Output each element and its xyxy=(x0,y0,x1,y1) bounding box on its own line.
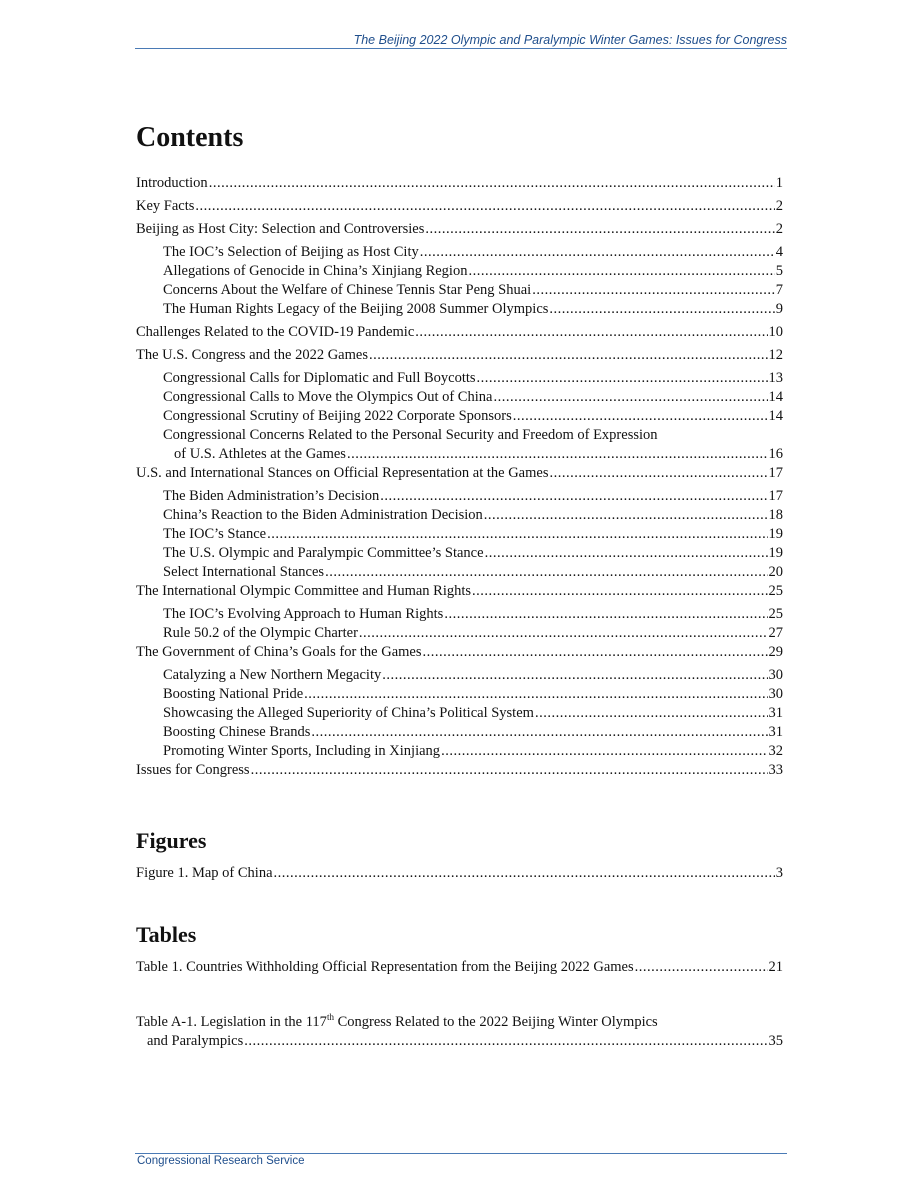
toc-entry[interactable]: Congressional Calls to Move the Olympics Out of China ..... 14 xyxy=(163,388,783,407)
toc-entry[interactable]: Key Facts ..... 2 xyxy=(136,197,783,216)
toc-entry[interactable]: U.S. and International Stances on Official Representation at the Games ..... 17 xyxy=(136,464,783,483)
figure-entry[interactable]: Figure 1. Map of China ..... 3 xyxy=(136,864,783,883)
toc-entry[interactable]: The IOC’s Evolving Approach to Human Rights ..... 25 xyxy=(163,605,783,624)
toc-entry[interactable]: The Government of China’s Goals for the Games ..... 29 xyxy=(136,643,783,662)
table-entry[interactable]: Table 1. Countries Withholding Official Representation from the Beijing 2022 Games ..... 21 xyxy=(136,958,783,977)
toc-entry[interactable]: Issues for Congress ..... 33 xyxy=(136,761,783,780)
toc-entry[interactable]: China’s Reaction to the Biden Administration Decision ..... 18 xyxy=(163,506,783,525)
header-rule xyxy=(135,48,787,49)
footer-rule xyxy=(135,1153,787,1154)
toc-entry[interactable]: Boosting Chinese Brands ..... 31 xyxy=(163,723,783,742)
toc-entry[interactable]: The IOC’s Selection of Beijing as Host City ..... 4 xyxy=(163,243,783,262)
toc-entry[interactable]: Promoting Winter Sports, Including in Xinjiang ..... 32 xyxy=(163,742,783,761)
toc-entry[interactable]: Congressional Calls for Diplomatic and Full Boycotts ..... 13 xyxy=(163,369,783,388)
toc-entry[interactable]: Beijing as Host City: Selection and Controversies ..... 2 xyxy=(136,220,783,239)
tables-heading: Tables xyxy=(136,922,197,947)
tables-list xyxy=(136,958,783,977)
toc-entry[interactable]: Congressional Scrutiny of Beijing 2022 Corporate Sponsors ..... 14 xyxy=(163,407,783,426)
toc-entry[interactable]: The U.S. Olympic and Paralympic Committee’s Stance ..... 19 xyxy=(163,544,783,563)
toc-entry[interactable]: The International Olympic Committee and Human Rights ..... 25 xyxy=(136,582,783,601)
toc-entry[interactable]: Boosting National Pride ..... 30 xyxy=(163,685,783,704)
toc-entry[interactable]: The U.S. Congress and the 2022 Games ..... 12 xyxy=(136,346,783,365)
toc-entry[interactable]: The Biden Administration’s Decision ..... 17 xyxy=(163,487,783,506)
table-entry[interactable]: Table A-1. Legislation in the 117th Congress Related to the 2022 Beijing Winter Olympics and Paralympics ..... 35 xyxy=(136,1013,783,1051)
toc-entry[interactable]: Catalyzing a New Northern Megacity ..... 30 xyxy=(163,666,783,685)
toc-entry[interactable]: Rule 50.2 of the Olympic Charter ..... 27 xyxy=(163,624,783,643)
toc-entry[interactable]: Concerns About the Welfare of Chinese Tennis Star Peng Shuai ..... 7 xyxy=(163,281,783,300)
figures-heading: Figures xyxy=(136,828,207,853)
running-header: The Beijing 2022 Olympic and Paralympic Winter Games: Issues for Congress xyxy=(353,33,787,47)
tables-list-continued xyxy=(136,1013,783,1051)
toc-entry[interactable]: The Human Rights Legacy of the Beijing 2008 Summer Olympics ..... 9 xyxy=(163,300,783,319)
toc-entry[interactable]: Select International Stances ..... 20 xyxy=(163,563,783,582)
toc-entry[interactable]: Congressional Concerns Related to the Personal Security and Freedom of Expression of U.S. Athletes at the Games ..... 16 xyxy=(136,426,783,464)
contents-list xyxy=(136,174,783,780)
footer-org: Congressional Research Service xyxy=(137,1155,305,1167)
toc-entry[interactable]: Challenges Related to the COVID-19 Pandemic ..... 10 xyxy=(136,323,783,342)
toc-entry[interactable]: Introduction ..... 1 xyxy=(136,174,783,193)
figures-list xyxy=(136,864,783,883)
toc-entry[interactable]: Allegations of Genocide in China’s Xinjiang Region ..... 5 xyxy=(163,262,783,281)
toc-entry[interactable]: Showcasing the Alleged Superiority of China’s Political System ..... 31 xyxy=(163,704,783,723)
toc-entry[interactable]: The IOC’s Stance ..... 19 xyxy=(163,525,783,544)
contents-heading: Contents xyxy=(136,122,244,153)
